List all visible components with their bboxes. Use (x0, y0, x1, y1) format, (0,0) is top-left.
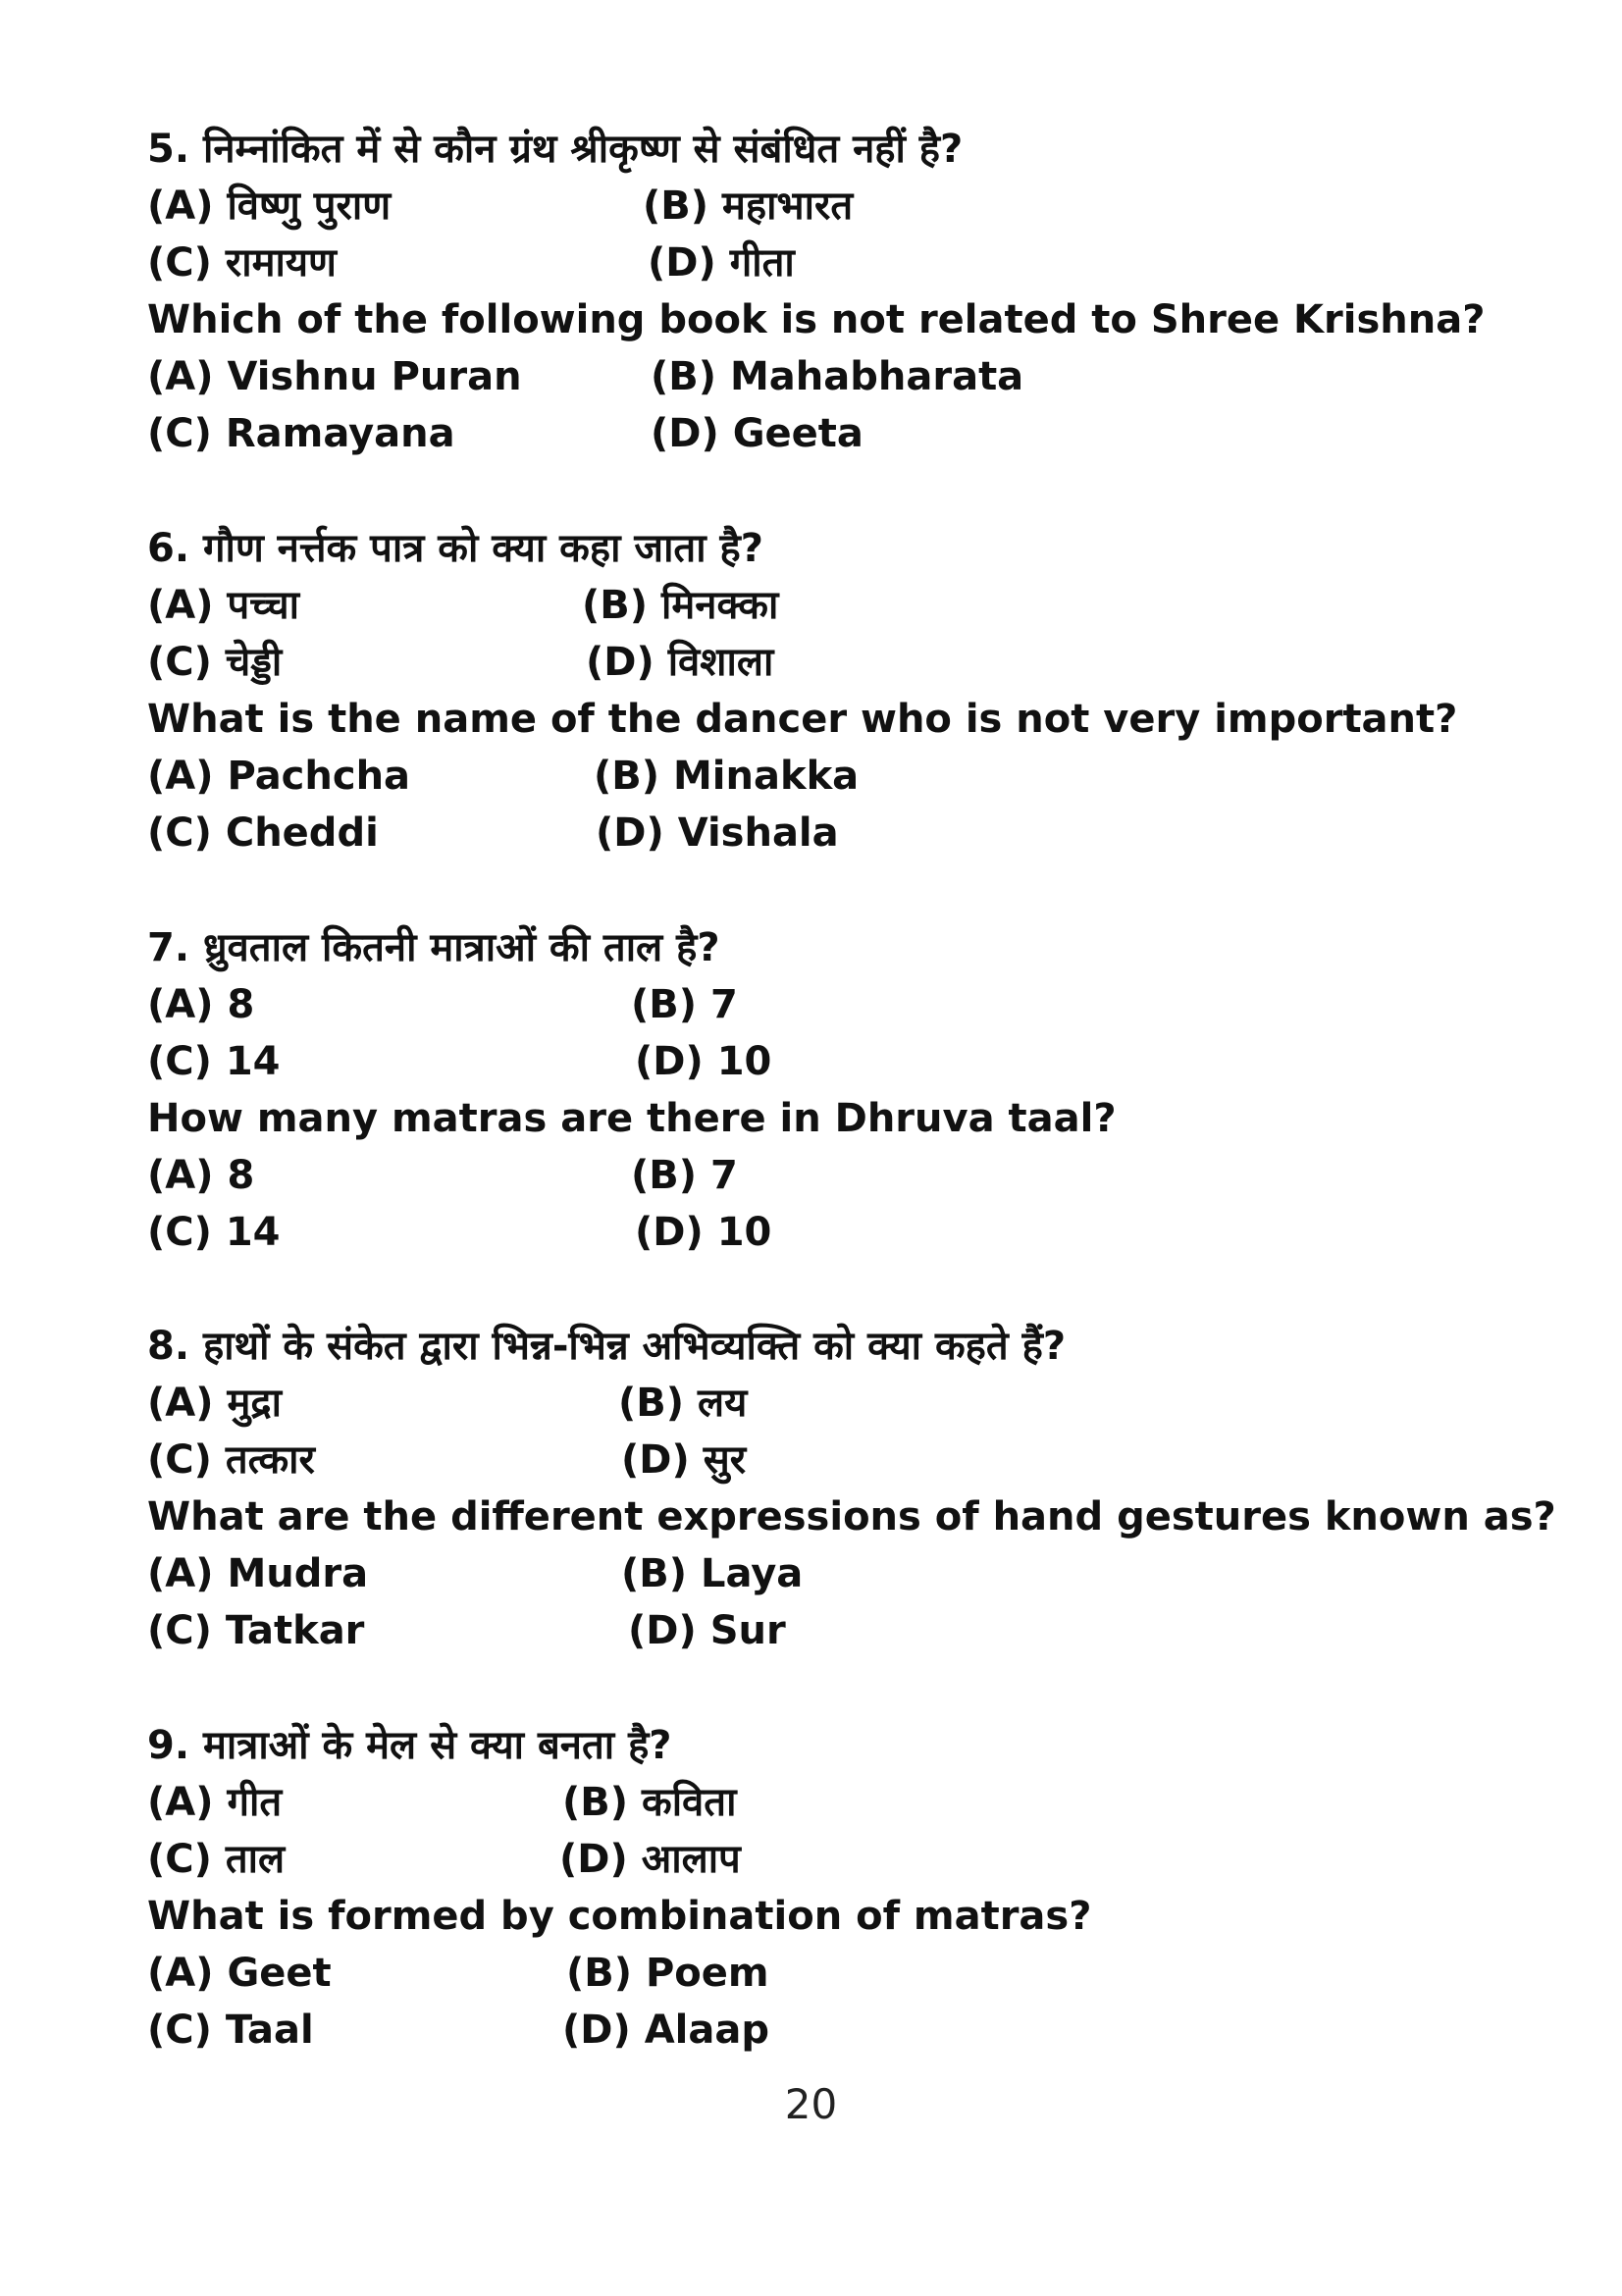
options-row-english (147, 405, 1521, 462)
options-row-hindi (147, 1432, 1521, 1488)
option-d-english: (D) Geeta (651, 411, 863, 456)
question-5 (147, 121, 1521, 462)
question-hindi: 6. गौण नर्त्तक पात्र को क्या कहा जाता है? (147, 526, 763, 571)
option-c-english: (C) Cheddi (147, 810, 379, 856)
option-b-hindi: (B) महाभारत (643, 183, 854, 229)
options-row-hindi (147, 1033, 1521, 1090)
options-row-english (147, 1147, 1521, 1204)
question-english: What are the different expressions of hand gestures known as? (147, 1494, 1556, 1539)
options-row-english (147, 748, 1521, 805)
option-c-english: (C) Tatkar (147, 1608, 365, 1653)
question-hindi: 7. ध्रुवताल कितनी मात्राओं की ताल है? (147, 925, 720, 970)
question-english: What is formed by combination of matras? (147, 1894, 1092, 1939)
option-d-english: (D) Vishala (596, 810, 839, 856)
option-b-english: (B) Mahabharata (651, 354, 1024, 399)
option-d-hindi: (D) विशाला (586, 640, 774, 685)
question-8 (147, 1318, 1556, 1659)
option-a-hindi: (A) विष्णु पुराण (147, 183, 392, 229)
question-hindi: 9. मात्राओं के मेल से क्या बनता है? (147, 1723, 672, 1768)
question-hindi: 5. निम्नांकित में से कौन ग्रंथ श्रीकृष्ण से संबंधित नहीं है? (147, 127, 964, 172)
options-row-english (147, 2002, 1521, 2059)
option-c-hindi: (C) 14 (147, 1039, 281, 1084)
options-row-hindi (147, 976, 1521, 1033)
option-b-hindi: (B) लय (618, 1381, 748, 1426)
option-a-english: (A) 8 (147, 1153, 255, 1198)
option-d-hindi: (D) गीता (648, 240, 795, 286)
question-english: Which of the following book is not related to Shree Krishna? (147, 297, 1486, 342)
option-a-english: (A) Vishnu Puran (147, 354, 522, 399)
options-row-hindi (147, 235, 1521, 291)
option-c-hindi: (C) रामायण (147, 240, 337, 286)
option-a-hindi: (A) गीत (147, 1780, 283, 1825)
question-english: What is the name of the dancer who is not very important? (147, 697, 1458, 742)
option-a-english: (A) Geet (147, 1951, 332, 1996)
options-row-hindi (147, 577, 1521, 634)
question-6 (147, 520, 1521, 861)
options-row-hindi (147, 634, 1521, 691)
options-row-hindi (147, 178, 1521, 235)
options-row-english (147, 1602, 1521, 1659)
option-c-english: (C) Taal (147, 2008, 314, 2053)
option-b-hindi: (B) मिनक्का (582, 583, 779, 628)
option-c-hindi: (C) चेड्डी (147, 640, 283, 685)
question-english: How many matras are there in Dhruva taal? (147, 1096, 1117, 1141)
option-c-hindi: (C) ताल (147, 1837, 286, 1882)
option-d-hindi: (D) 10 (635, 1039, 772, 1084)
option-a-hindi: (A) पच्चा (147, 583, 300, 628)
options-row-english (147, 348, 1521, 405)
options-row-hindi (147, 1831, 1521, 1888)
option-b-hindi: (B) 7 (631, 982, 738, 1027)
option-c-english: (C) Ramayana (147, 411, 455, 456)
option-d-hindi: (D) सुर (621, 1437, 747, 1483)
option-d-english: (D) 10 (635, 1210, 772, 1255)
question-9 (147, 1717, 1521, 2059)
option-a-english: (A) Mudra (147, 1551, 369, 1596)
option-b-hindi: (B) कविता (562, 1780, 737, 1825)
option-b-english: (B) Laya (621, 1551, 804, 1596)
question-hindi: 8. हाथों के संकेत द्वारा भिन्न-भिन्न अभिव्यक्ति को क्या कहते हैं? (147, 1324, 1067, 1369)
options-row-english (147, 1945, 1521, 2002)
option-c-english: (C) 14 (147, 1210, 281, 1255)
option-d-english: (D) Alaap (562, 2008, 769, 2053)
option-a-hindi: (A) 8 (147, 982, 255, 1027)
option-d-hindi: (D) आलाप (559, 1837, 741, 1882)
option-c-hindi: (C) तत्कार (147, 1437, 315, 1483)
option-a-hindi: (A) मुद्रा (147, 1381, 282, 1426)
option-a-english: (A) Pachcha (147, 754, 411, 799)
option-b-english: (B) Poem (566, 1951, 769, 1996)
option-d-english: (D) Sur (628, 1608, 786, 1653)
question-7 (147, 919, 1521, 1261)
options-row-hindi (147, 1375, 1521, 1432)
options-row-hindi (147, 1774, 1521, 1831)
options-row-english (147, 1204, 1521, 1261)
options-row-english (147, 805, 1521, 861)
options-row-english (147, 1545, 1521, 1602)
option-b-english: (B) 7 (631, 1153, 738, 1198)
option-b-english: (B) Minakka (594, 754, 860, 799)
page-number: 20 (784, 2080, 838, 2128)
